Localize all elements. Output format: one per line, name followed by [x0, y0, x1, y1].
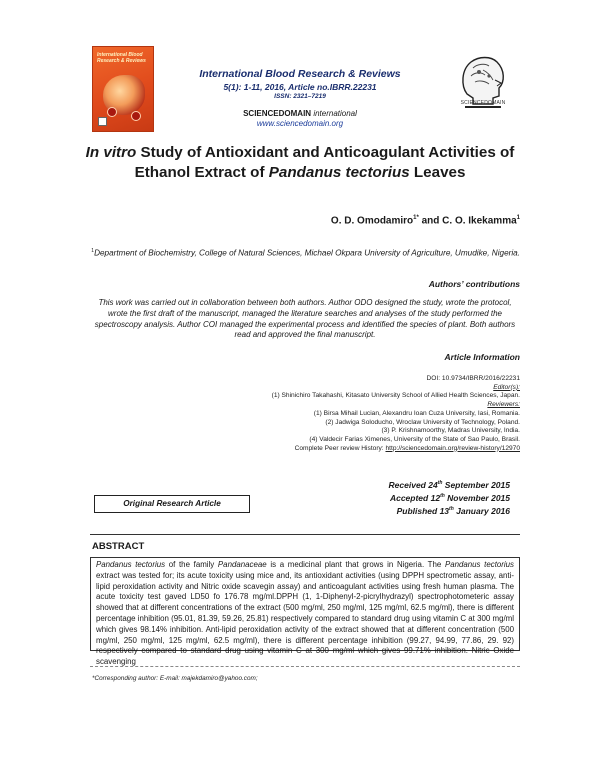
review-history — [190, 445, 520, 454]
abstract-species-2: Pandanus tectorius — [444, 560, 514, 569]
doi: DOI: 10.9734/IBRR/2016/22231 — [426, 375, 520, 382]
journal-issn: ISSN: 2321–7219 — [274, 93, 326, 100]
publisher-suffix: international — [311, 109, 357, 118]
publisher — [160, 109, 440, 118]
article-title — [70, 143, 530, 183]
review-history-link[interactable]: http://sciencedomain.org/review-history/12970 — [385, 444, 520, 452]
abstract-s1a: of the family — [165, 560, 218, 569]
article-info — [190, 375, 520, 453]
article-info-heading: Article Information — [444, 352, 520, 362]
published-date — [330, 504, 510, 517]
editors-label: Editor(s): — [493, 383, 520, 391]
title-italic-invitro: In vitro — [85, 144, 137, 161]
accepted-date — [330, 491, 510, 504]
editor-1: (1) Shinichiro Takahashi, Kitasato University School of Allied Health Sciences, Japan. — [271, 392, 520, 400]
published-a: Published 13 — [396, 505, 450, 516]
journal-cover-image — [92, 46, 154, 132]
article-type-badge: Original Research Article — [94, 495, 250, 513]
journal-title: International Blood Research & Reviews — [199, 68, 401, 80]
author-1-sup: 1* — [413, 215, 419, 221]
affiliation-text: Department of Biochemistry, College of Natural Sciences, Michael Okpara University of Agriculture, Umudike, Nigeria. — [94, 248, 520, 258]
abstract-heading: ABSTRACT — [92, 541, 145, 552]
publication-dates — [330, 478, 510, 516]
author-2-sup: 1 — [516, 215, 520, 221]
affiliation-sup: 1 — [91, 248, 95, 254]
journal-issue: 5(1): 1-11, 2016, Article no.IBRR.22231 — [223, 82, 377, 92]
cover-cell — [107, 107, 117, 117]
abstract-family: Pandanaceae — [217, 560, 267, 569]
accepted-sup: th — [440, 492, 445, 499]
accepted-a: Accepted 12 — [389, 492, 441, 503]
cover-title: International Blood Research & Reviews — [97, 52, 146, 64]
title-end: Leaves — [409, 164, 466, 181]
abstract-text — [90, 557, 520, 667]
corresponding-author-footnote: *Corresponding author: E-mail: majekdamiro@yahoo.com; — [92, 675, 258, 682]
author-2: and C. O. Ikekamma — [418, 215, 517, 227]
received-date — [330, 478, 510, 491]
published-b: January 2016 — [453, 505, 510, 516]
contributions-text: This work was carried out in collaboration between both authors. Author ODO designed the study, wrote the protocol, wrote the first draft of the manuscript, managed the literature searches and analyses of the study performed the spectroscopy analysis. Author COI managed the experimental process and identified the species of plant. Both authors read and approved the final manuscript. — [94, 298, 516, 340]
reviewer-4: (4) Valdecir Farias Ximenes, University of the State of Sao Paulo, Brasil. — [309, 435, 520, 443]
author-1: O. D. Omodamiro — [330, 215, 414, 227]
affiliation — [90, 246, 520, 259]
received-sup: th — [437, 480, 443, 486]
publisher-name: SCIENCEDOMAIN — [243, 109, 312, 118]
logo-text: SCIENCEDOMAIN — [460, 100, 506, 106]
published-sup: th — [449, 505, 454, 512]
accepted-b: November 2015 — [444, 492, 510, 503]
reviewer-1: (1) Birsa Mihail Lucian, Alexandru Ioan Cuza University, Iasi, Romania. — [313, 409, 520, 417]
publisher-url-link[interactable]: www.sciencedomain.org — [256, 119, 344, 128]
abstract-body: extract was tested for; its acute toxicity using mice and, its antioxidant activities (using DPPH spectrometic assay, anti-lipid peroxidation activity and Nitric oxide scavegin assay) and anticoagulant activities using fresh human plasma. The acute toxicity test gaved LD50 fo 176.78 mg/ml.DPPH (1, 1-Diphenyl-2-picrylhydrazyl) spectrophotometeric assay showed that at different concentrations of the extract (500 mg/ml, 250 mg/ml, 125 mg/ml, 62.5 mg/ml), there is different percentage inhibition (95.01, 81.39, 59.26, 25.81) respectively compared to standard drug using vitamin C at 300 mg/ml which gives 98.14% inhibition. Anti-lipid peroxidation activity of the extract showed that at different concentration (500 mg/ml, 250 mg/ml, 125 mg/ml, 62.5 mg/ml), there is different percentage inhibition (99.27, 94.99, 77.86, 29. 92) respectively compared to standard drug using vitamin C at 300 mg/ml which gives 99.71% inhibition. Nitric Oxide scavenging — [96, 570, 514, 667]
reviewer-3: (3) P. Krishnamoorthy, Madras University, India. — [381, 427, 520, 435]
title-italic-species: Pandanus tectorius — [268, 164, 410, 181]
authors — [240, 215, 520, 226]
contributions-heading: Authors’ contributions — [428, 279, 520, 289]
title-main: Study of Antioxidant and Anticoagulant Activities of Ethanol Extract of — [134, 144, 515, 181]
review-history-label: Complete Peer review History: — [294, 444, 386, 452]
received-a: Received 24 — [388, 479, 438, 490]
reviewers-label: Reviewers: — [487, 401, 520, 409]
abstract-species-1: Pandanus tectorius — [96, 560, 166, 569]
footnote-divider — [90, 666, 520, 667]
reviewer-2: (2) Jadwiga Soloducho, Wroclaw University of Technology, Poland. — [325, 418, 520, 426]
abstract-divider — [90, 534, 520, 535]
received-b: September 2015 — [442, 479, 510, 490]
abstract-s1b: is a medicinal plant that grows in Nigeria. The — [266, 560, 445, 569]
cover-cell — [131, 111, 141, 121]
cover-badge — [98, 117, 107, 126]
